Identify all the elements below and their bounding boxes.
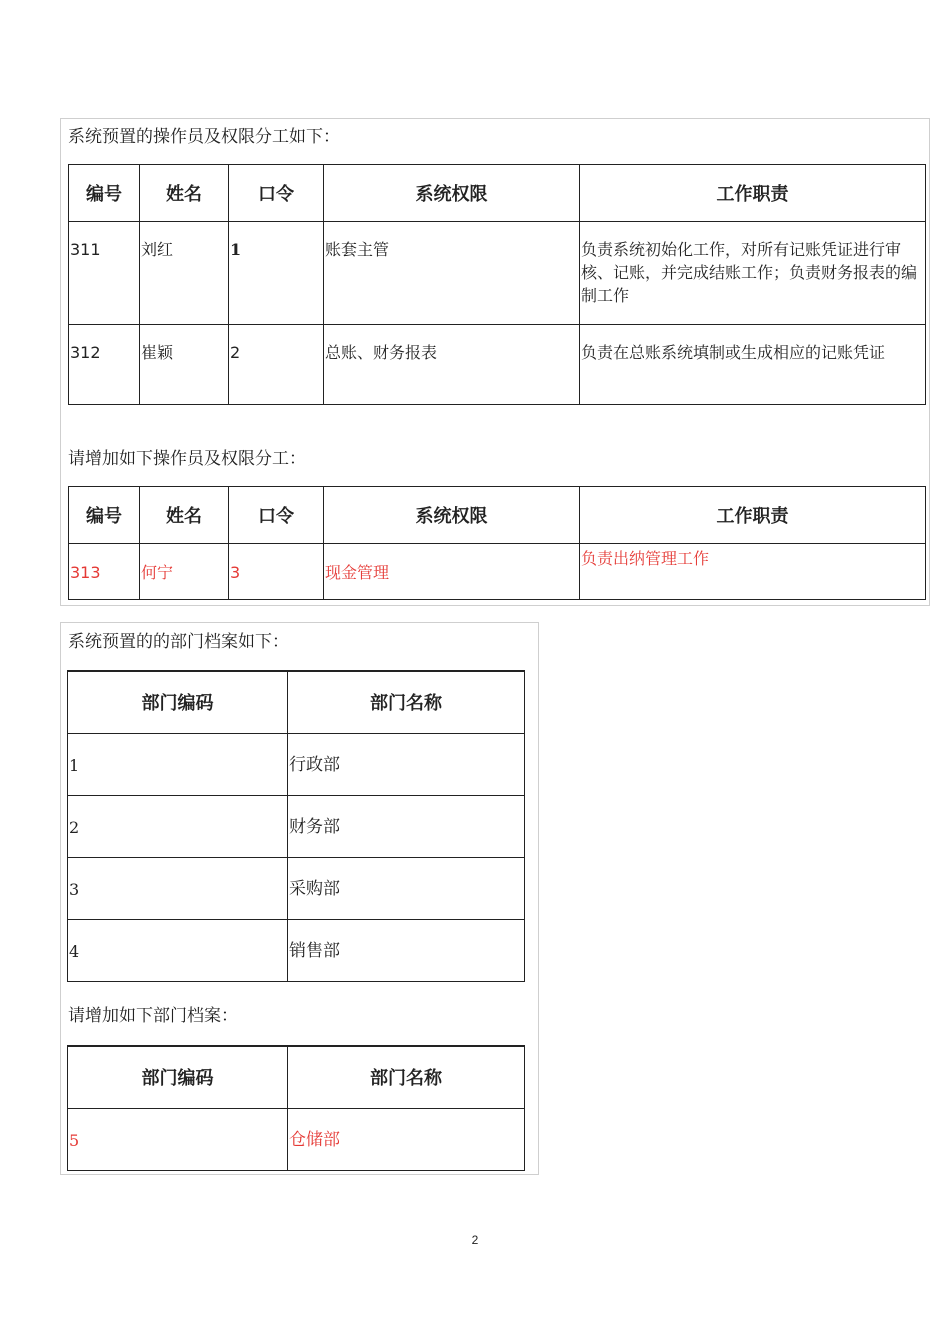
table-row — [68, 733, 525, 795]
operators-panel — [60, 118, 930, 606]
operator-duty-cell: 负责系统初始化工作，对所有记账凭证进行审核、记账，并完成结账工作；负责财务报表的编制工作 — [580, 222, 926, 325]
dept-name-cell: 仓储部 — [288, 1108, 525, 1170]
header-dept-code: 部门编码 — [68, 671, 288, 733]
add-operators-caption: 请增加如下操作员及权限分工： — [68, 449, 306, 469]
header-duty: 工作职责 — [580, 487, 926, 544]
dept-code-cell: 4 — [68, 919, 288, 981]
dept-code-cell: 1 — [68, 733, 288, 795]
header-dept-name: 部门名称 — [288, 671, 525, 733]
header-permission: 系统权限 — [324, 487, 580, 544]
table-row — [69, 222, 926, 325]
header-id: 编号 — [69, 165, 140, 222]
header-dept-name: 部门名称 — [288, 1046, 525, 1108]
table-header-row — [68, 671, 525, 733]
header-name: 姓名 — [140, 165, 229, 222]
preset-departments-caption: 系统预置的的部门档案如下： — [68, 632, 289, 652]
operator-duty-cell: 负责在总账系统填制或生成相应的记账凭证 — [580, 325, 926, 405]
operator-duty-cell: 负责出纳管理工作 — [580, 544, 926, 600]
header-id: 编号 — [69, 487, 140, 544]
table-header-row — [68, 1046, 525, 1108]
table-row — [69, 544, 926, 600]
operator-id-cell: 313 — [69, 544, 140, 600]
preset-departments-table — [67, 670, 525, 982]
operator-name-cell: 崔颖 — [140, 325, 229, 405]
operator-permission-cell: 账套主管 — [324, 222, 580, 325]
header-password: 口令 — [229, 165, 324, 222]
operator-id-cell: 312 — [69, 325, 140, 405]
dept-code-cell: 2 — [68, 795, 288, 857]
operator-password-cell: 1 — [229, 222, 324, 325]
header-permission: 系统权限 — [324, 165, 580, 222]
preset-operators-table — [68, 164, 926, 405]
operator-name-cell: 何宁 — [140, 544, 229, 600]
header-duty: 工作职责 — [580, 165, 926, 222]
operator-permission-cell: 总账、财务报表 — [324, 325, 580, 405]
table-row — [68, 919, 525, 981]
operator-name-cell: 刘红 — [140, 222, 229, 325]
table-row — [68, 857, 525, 919]
table-row — [68, 1108, 525, 1170]
header-password: 口令 — [229, 487, 324, 544]
table-header-row — [69, 165, 926, 222]
dept-name-cell: 销售部 — [288, 919, 525, 981]
add-departments-caption: 请增加如下部门档案： — [68, 1006, 238, 1026]
new-departments-table — [67, 1045, 525, 1171]
dept-code-cell: 5 — [68, 1108, 288, 1170]
dept-name-cell: 财务部 — [288, 795, 525, 857]
operator-permission-cell: 现金管理 — [324, 544, 580, 600]
departments-panel — [60, 622, 539, 1175]
operator-password-cell: 2 — [229, 325, 324, 405]
dept-name-cell: 行政部 — [288, 733, 525, 795]
header-name: 姓名 — [140, 487, 229, 544]
preset-operators-caption: 系统预置的操作员及权限分工如下： — [68, 127, 340, 147]
table-header-row — [69, 487, 926, 544]
table-row — [69, 325, 926, 405]
dept-name-cell: 采购部 — [288, 857, 525, 919]
header-dept-code: 部门编码 — [68, 1046, 288, 1108]
table-row — [68, 795, 525, 857]
page-number: 2 — [471, 1233, 479, 1247]
dept-code-cell: 3 — [68, 857, 288, 919]
operator-password-cell: 3 — [229, 544, 324, 600]
new-operators-table — [68, 486, 926, 600]
operator-id-cell: 311 — [69, 222, 140, 325]
